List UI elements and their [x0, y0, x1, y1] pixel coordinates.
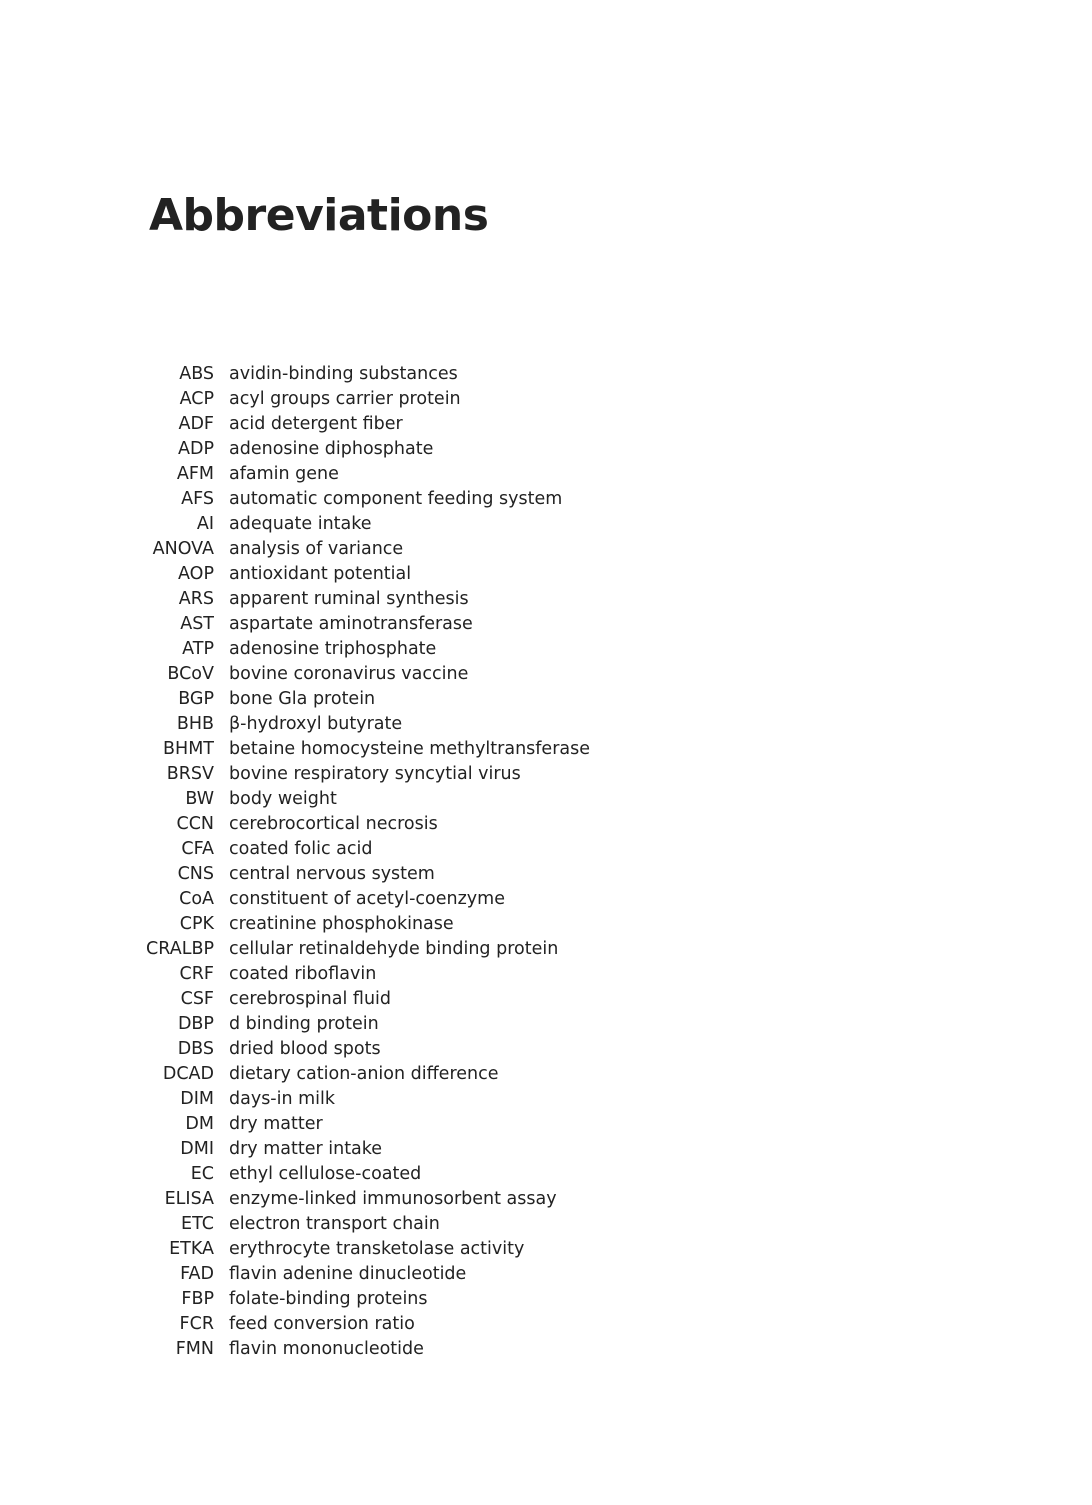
abbreviation-term: ETC [181, 1214, 214, 1234]
abbreviation-row [0, 737, 590, 762]
abbreviation-term: CSF [180, 989, 214, 1009]
abbreviation-row [0, 637, 590, 662]
abbreviation-term: CPK [179, 914, 214, 934]
abbreviation-definition: β-hydroxyl butyrate [229, 714, 403, 734]
abbreviation-row [0, 1162, 590, 1187]
abbreviation-row [0, 1112, 590, 1137]
abbreviation-row [0, 562, 590, 587]
abbreviation-row [0, 437, 590, 462]
abbreviation-row [0, 362, 590, 387]
abbreviation-definition: feed conversion ratio [229, 1314, 415, 1334]
abbreviation-row [0, 1187, 590, 1212]
abbreviation-term: ADF [178, 414, 214, 434]
abbreviation-definition: creatinine phosphokinase [229, 914, 454, 934]
abbreviation-row [0, 862, 590, 887]
abbreviation-definition: days-in milk [229, 1089, 336, 1109]
abbreviation-definition: bone Gla protein [229, 689, 376, 709]
abbreviation-definition: automatic component feeding system [229, 489, 563, 509]
abbreviation-row [0, 962, 590, 987]
abbreviation-definition: erythrocyte transketolase activity [229, 1239, 525, 1259]
abbreviation-row [0, 812, 590, 837]
abbreviation-row [0, 1287, 590, 1312]
abbreviation-row [0, 1137, 590, 1162]
abbreviation-row [0, 1237, 590, 1262]
abbreviation-row [0, 837, 590, 862]
abbreviation-term: DM [185, 1114, 214, 1134]
abbreviation-row [0, 887, 590, 912]
abbreviation-term: ARS [178, 589, 214, 609]
abbreviation-row [0, 587, 590, 612]
abbreviation-row [0, 987, 590, 1012]
abbreviation-definition: coated riboflavin [229, 964, 377, 984]
abbreviation-definition: bovine respiratory syncytial virus [229, 764, 521, 784]
abbreviation-term: ADP [178, 439, 214, 459]
abbreviation-term: ACP [179, 389, 214, 409]
abbreviation-term: EC [190, 1164, 214, 1184]
abbreviation-term: FCR [179, 1314, 214, 1334]
abbreviation-definition: apparent ruminal synthesis [229, 589, 469, 609]
abbreviation-term: CCN [176, 814, 214, 834]
abbreviation-term: AI [196, 514, 214, 534]
abbreviation-term: DIM [180, 1089, 214, 1109]
abbreviation-definition: electron transport chain [229, 1214, 440, 1234]
abbreviation-row [0, 1012, 590, 1037]
abbreviation-row [0, 387, 590, 412]
abbreviation-term: DCAD [162, 1064, 214, 1084]
abbreviation-definition: acid detergent fiber [229, 414, 403, 434]
abbreviation-definition: betaine homocysteine methyltransferase [229, 739, 591, 759]
abbreviation-definition: avidin-binding substances [229, 364, 458, 384]
abbreviation-term: BGP [178, 689, 214, 709]
abbreviation-term: ANOVA [152, 539, 214, 559]
abbreviation-term: ABS [179, 364, 214, 384]
abbreviation-definition: folate-binding proteins [229, 1289, 428, 1309]
abbreviation-row [0, 1212, 590, 1237]
abbreviation-term: BCoV [167, 664, 214, 684]
abbreviation-term: FAD [180, 1264, 214, 1284]
abbreviation-row [0, 1037, 590, 1062]
abbreviation-row [0, 512, 590, 537]
abbreviation-row [0, 937, 590, 962]
abbreviation-definition: ethyl cellulose-coated [229, 1164, 422, 1184]
abbreviation-definition: acyl groups carrier protein [229, 389, 461, 409]
abbreviation-term: BHMT [163, 739, 214, 759]
abbreviation-term: AFS [181, 489, 214, 509]
abbreviation-term: CFA [181, 839, 214, 859]
abbreviation-term: FMN [175, 1339, 214, 1359]
abbreviation-row [0, 537, 590, 562]
abbreviation-term: CRALBP [146, 939, 214, 959]
abbreviation-definition: adenosine diphosphate [229, 439, 434, 459]
abbreviation-row [0, 712, 590, 737]
page-title: Abbreviations [149, 190, 489, 241]
abbreviation-list [0, 362, 590, 1362]
abbreviation-term: FBP [181, 1289, 214, 1309]
abbreviation-definition: analysis of variance [229, 539, 404, 559]
abbreviation-row [0, 662, 590, 687]
abbreviation-term: DMI [180, 1139, 214, 1159]
abbreviation-term: DBP [177, 1014, 214, 1034]
abbreviation-term: CoA [179, 889, 214, 909]
abbreviation-definition: coated folic acid [229, 839, 373, 859]
abbreviation-definition: aspartate aminotransferase [229, 614, 473, 634]
abbreviation-row [0, 1262, 590, 1287]
abbreviation-definition: adenosine triphosphate [229, 639, 437, 659]
abbreviation-definition: flavin mononucleotide [229, 1339, 424, 1359]
abbreviation-definition: cerebrocortical necrosis [229, 814, 438, 834]
abbreviation-definition: flavin adenine dinucleotide [229, 1264, 467, 1284]
abbreviation-definition: afamin gene [229, 464, 339, 484]
abbreviation-row [0, 487, 590, 512]
abbreviation-row [0, 1337, 590, 1362]
abbreviation-term: ELISA [164, 1189, 214, 1209]
abbreviation-definition: central nervous system [229, 864, 435, 884]
abbreviation-definition: bovine coronavirus vaccine [229, 664, 469, 684]
abbreviation-row [0, 612, 590, 637]
abbreviation-term: BW [185, 789, 214, 809]
abbreviation-row [0, 762, 590, 787]
abbreviation-definition: d binding protein [229, 1014, 379, 1034]
abbreviation-row [0, 687, 590, 712]
abbreviation-definition: dried blood spots [229, 1039, 381, 1059]
abbreviation-row [0, 787, 590, 812]
abbreviation-term: DBS [177, 1039, 214, 1059]
abbreviation-row [0, 412, 590, 437]
abbreviation-row [0, 462, 590, 487]
abbreviation-term: CRF [179, 964, 214, 984]
abbreviation-row [0, 1312, 590, 1337]
abbreviation-term: AFM [176, 464, 214, 484]
abbreviation-term: BRSV [166, 764, 214, 784]
abbreviation-definition: antioxidant potential [229, 564, 412, 584]
abbreviation-definition: dietary cation-anion difference [229, 1064, 499, 1084]
abbreviation-definition: cellular retinaldehyde binding protein [229, 939, 559, 959]
abbreviation-definition: body weight [229, 789, 337, 809]
abbreviation-term: CNS [177, 864, 214, 884]
abbreviation-term: AST [180, 614, 214, 634]
abbreviation-definition: dry matter intake [229, 1139, 383, 1159]
abbreviation-term: AOP [178, 564, 214, 584]
abbreviation-row [0, 1062, 590, 1087]
abbreviation-definition: dry matter [229, 1114, 323, 1134]
abbreviation-row [0, 912, 590, 937]
abbreviation-term: BHB [176, 714, 214, 734]
abbreviation-definition: enzyme-linked immunosorbent assay [229, 1189, 557, 1209]
abbreviation-definition: constituent of acetyl-coenzyme [229, 889, 505, 909]
abbreviation-row [0, 1087, 590, 1112]
abbreviation-term: ATP [182, 639, 214, 659]
abbreviation-definition: cerebrospinal fluid [229, 989, 392, 1009]
abbreviation-definition: adequate intake [229, 514, 372, 534]
abbreviation-term: ETKA [169, 1239, 214, 1259]
